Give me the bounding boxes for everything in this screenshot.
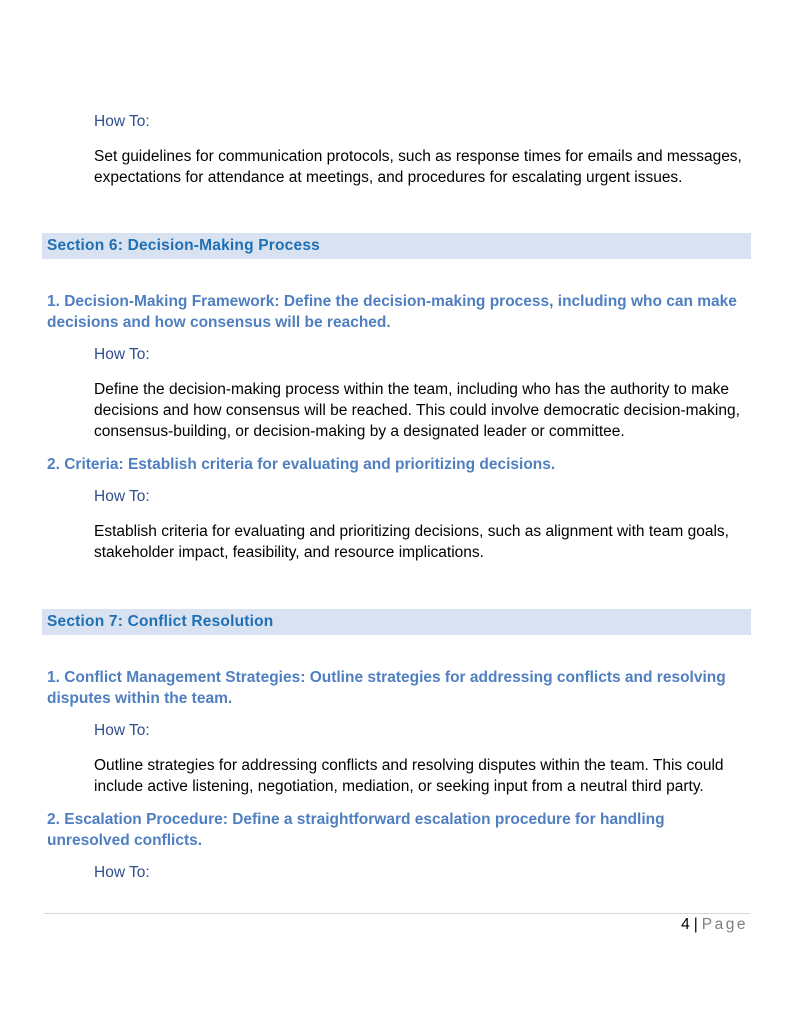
page-label: Page [701,916,748,933]
footer-separator: | [693,916,698,933]
page-number: 4 [681,916,690,933]
section-6-header [42,233,751,259]
page-footer [681,916,748,934]
footer-divider [44,913,750,914]
how-to-label: How To: [94,346,150,363]
section-6-item-1-text: Define the decision-making process within the team, including who has the authority to make decisions and how consensus will be reached. This could involve democratic decision-making, consensus-building, or decision-making by a designated leader or committee. [94,381,740,440]
how-to-label: How To: [94,864,150,881]
section-6-item-1-heading: 1. Decision-Making Framework: Define the decision-making process, including who can make decisions and how consensus will be reached. [47,293,737,331]
section-7-item-2-heading: 2. Escalation Procedure: Define a straightforward escalation procedure for handling unresolved conflicts. [47,811,665,849]
how-to-text: Set guidelines for communication protocols, such as response times for emails and messages, expectations for attendance at meetings, and procedures for escalating urgent issues. [94,148,742,186]
how-to-label: How To: [94,113,150,130]
section-7-header [42,609,751,635]
how-to-label: How To: [94,488,150,505]
section-7-item-1-text: Outline strategies for addressing conflicts and resolving disputes within the team. This could include active listening, negotiation, mediation, or seeking input from a neutral third party. [94,757,724,795]
how-to-label: How To: [94,722,150,739]
section-6-title: Section 6: Decision-Making Process [47,237,320,254]
section-6-item-2-heading: 2. Criteria: Establish criteria for evaluating and prioritizing decisions. [47,456,556,473]
section-6-item-2-text: Establish criteria for evaluating and prioritizing decisions, such as alignment with team goals, stakeholder impact, feasibility, and resource implications. [94,523,729,561]
section-7-item-1-heading: 1. Conflict Management Strategies: Outline strategies for addressing conflicts and resolving disputes within the team. [47,669,726,707]
section-7-title: Section 7: Conflict Resolution [47,613,274,630]
